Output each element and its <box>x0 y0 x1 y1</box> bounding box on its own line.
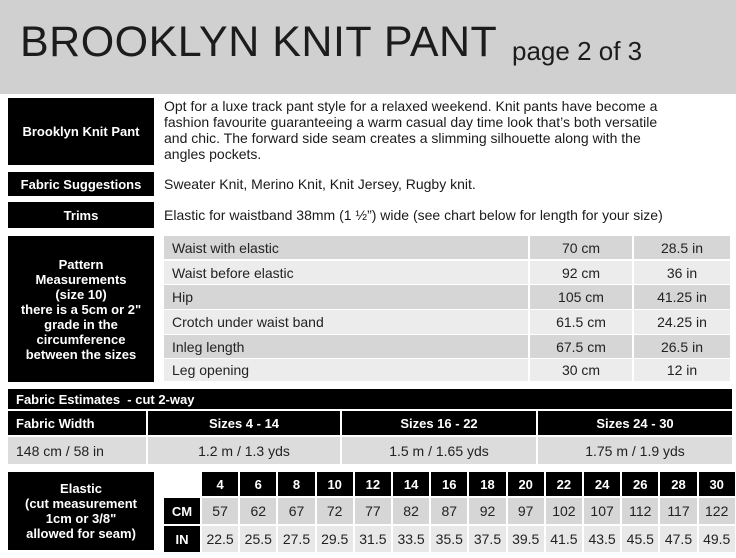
elastic-label-line: 1cm or 3/8" <box>45 511 117 526</box>
elastic-cm-label: CM <box>164 498 200 524</box>
elastic-in-value: 27.5 <box>278 526 314 552</box>
size-group-label: Sizes 16 - 22 <box>342 411 536 435</box>
elastic-in-value: 33.5 <box>393 526 429 552</box>
elastic-cm-value: 102 <box>546 498 582 524</box>
elastic-cm-value: 57 <box>202 498 238 524</box>
trims-value: Elastic for waistband 38mm (1 ½”) wide (see chart below for length for your size) <box>164 207 663 223</box>
size-group-value: 1.5 m / 1.65 yds <box>342 437 536 464</box>
elastic-in-value: 49.5 <box>699 526 735 552</box>
estimates-title: Fabric Estimates - cut 2-way <box>8 389 732 409</box>
elastic-cm-value: 97 <box>508 498 544 524</box>
page-title: BROOKLYN KNIT PANT <box>20 18 498 66</box>
pattern-label-line: circumference <box>36 331 126 347</box>
elastic-cm-value: 92 <box>469 498 505 524</box>
elastic-cm-value: 62 <box>240 498 276 524</box>
elastic-in-value: 29.5 <box>317 526 353 552</box>
measure-name: Crotch under waist band <box>164 310 528 334</box>
pattern-label-line: (size 10) <box>55 286 107 302</box>
measure-in: 36 in <box>634 261 730 284</box>
measure-in: 12 in <box>634 359 730 381</box>
pattern-label <box>8 236 154 382</box>
elastic-cm-value: 122 <box>699 498 735 524</box>
fabric-label: Fabric Suggestions <box>8 172 154 196</box>
elastic-cm-value: 117 <box>660 498 696 524</box>
size-group-value: 1.75 m / 1.9 yds <box>538 437 732 464</box>
elastic-corner <box>164 472 200 496</box>
elastic-size-header: 14 <box>393 472 429 496</box>
measure-in: 26.5 in <box>634 335 730 358</box>
elastic-label <box>8 472 154 550</box>
elastic-cm-value: 112 <box>622 498 658 524</box>
intro-line: and chic. The forward side seam creates a slimming silhouette along with the <box>164 130 641 146</box>
measure-name: Hip <box>164 285 528 309</box>
elastic-size-header: 30 <box>699 472 735 496</box>
pattern-label-line: grade in the <box>44 316 118 332</box>
elastic-size-header: 20 <box>508 472 544 496</box>
measure-name: Waist with elastic <box>164 236 528 259</box>
pattern-label-line: between the sizes <box>25 346 137 362</box>
measure-name: Inleg length <box>164 335 528 358</box>
elastic-in-value: 25.5 <box>240 526 276 552</box>
elastic-label-line: Elastic <box>60 481 102 496</box>
intro-line: fashion favourite guaranteeing a warm casual day time look that’s both versatile <box>164 114 658 130</box>
elastic-in-value: 39.5 <box>508 526 544 552</box>
measurement-table <box>164 236 730 381</box>
size-group-label: Sizes 4 - 14 <box>148 411 340 435</box>
measure-cm: 67.5 cm <box>530 335 632 358</box>
elastic-size-header: 4 <box>202 472 238 496</box>
elastic-label-line: allowed for seam) <box>26 526 136 541</box>
elastic-size-header: 26 <box>622 472 658 496</box>
elastic-in-value: 35.5 <box>431 526 467 552</box>
pattern-label-line: Measurements <box>35 271 127 287</box>
elastic-cm-value: 77 <box>355 498 391 524</box>
measure-name: Leg opening <box>164 359 528 381</box>
elastic-size-header: 28 <box>660 472 696 496</box>
measure-cm: 70 cm <box>530 236 632 259</box>
elastic-label-line: (cut measurement <box>25 496 137 511</box>
trims-label: Trims <box>8 202 154 228</box>
intro-text <box>164 98 730 166</box>
intro-label: Brooklyn Knit Pant <box>8 98 154 165</box>
elastic-size-header: 12 <box>355 472 391 496</box>
elastic-table <box>164 472 732 552</box>
elastic-in-value: 43.5 <box>584 526 620 552</box>
elastic-size-header: 24 <box>584 472 620 496</box>
measure-name: Waist before elastic <box>164 261 528 284</box>
elastic-in-value: 47.5 <box>660 526 696 552</box>
measure-in: 28.5 in <box>634 236 730 259</box>
size-group-value: 1.2 m / 1.3 yds <box>148 437 340 464</box>
pattern-label-line: Pattern <box>58 256 104 272</box>
measure-cm: 92 cm <box>530 261 632 284</box>
elastic-cm-value: 107 <box>584 498 620 524</box>
elastic-size-header: 22 <box>546 472 582 496</box>
fabric-width-value: 148 cm / 58 in <box>8 437 146 464</box>
measure-cm: 30 cm <box>530 359 632 381</box>
elastic-size-header: 18 <box>469 472 505 496</box>
elastic-size-header: 16 <box>431 472 467 496</box>
measure-cm: 105 cm <box>530 285 632 309</box>
size-group-label: Sizes 24 - 30 <box>538 411 732 435</box>
fabric-width-label: Fabric Width <box>8 411 146 435</box>
elastic-cm-value: 87 <box>431 498 467 524</box>
measure-in: 24.25 in <box>634 310 730 334</box>
elastic-size-header: 6 <box>240 472 276 496</box>
elastic-in-value: 41.5 <box>546 526 582 552</box>
measure-cm: 61.5 cm <box>530 310 632 334</box>
elastic-in-value: 22.5 <box>202 526 238 552</box>
elastic-cm-value: 82 <box>393 498 429 524</box>
elastic-cm-value: 72 <box>317 498 353 524</box>
measure-in: 41.25 in <box>634 285 730 309</box>
pattern-label-line: there is a 5cm or 2" <box>20 301 142 317</box>
elastic-cm-value: 67 <box>278 498 314 524</box>
elastic-in-value: 37.5 <box>469 526 505 552</box>
page-number: page 2 of 3 <box>512 36 643 66</box>
intro-line: Opt for a luxe track pant style for a relaxed weekend. Knit pants have become a <box>164 98 658 114</box>
elastic-in-value: 31.5 <box>355 526 391 552</box>
elastic-in-value: 45.5 <box>622 526 658 552</box>
elastic-in-label: IN <box>164 526 200 552</box>
elastic-size-header: 10 <box>317 472 353 496</box>
intro-line: angles pockets. <box>164 146 262 162</box>
elastic-size-header: 8 <box>278 472 314 496</box>
fabric-value: Sweater Knit, Merino Knit, Knit Jersey, Rugby knit. <box>164 176 476 192</box>
